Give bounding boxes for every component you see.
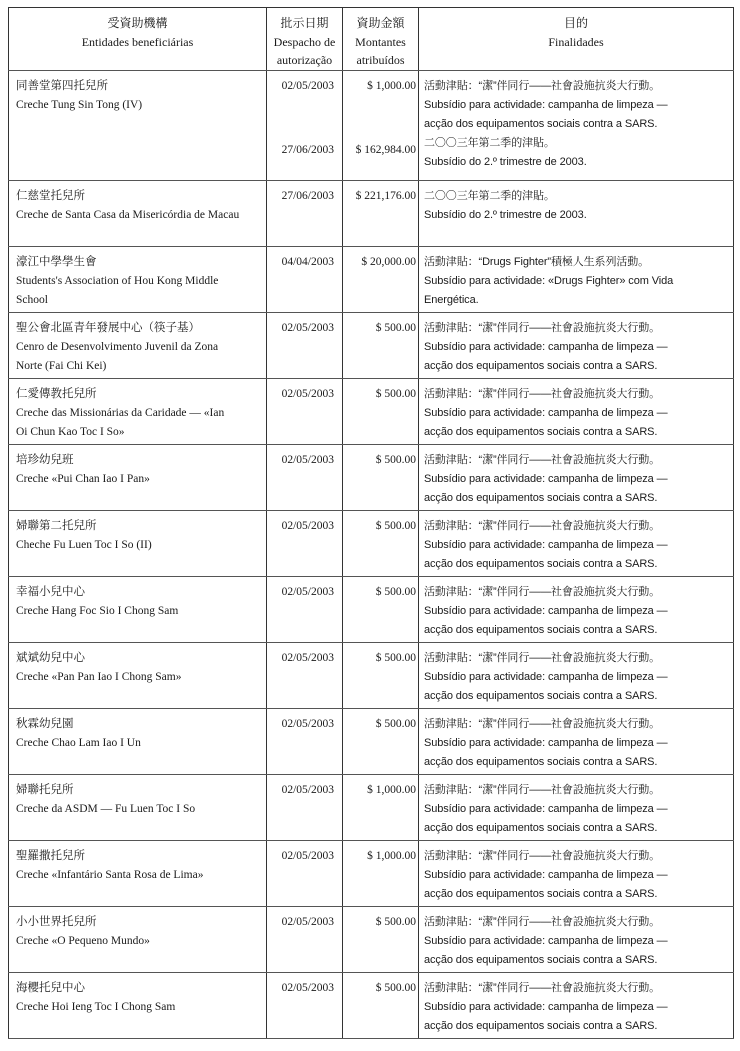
entity-cell: [9, 71, 267, 181]
amount-cell: [343, 841, 419, 907]
grant-date: 27/06/2003: [281, 190, 334, 202]
grant-amount: $ 500.00: [375, 718, 416, 730]
grant-purpose-line: acção dos equipamentos sociais contra a SARS.: [424, 492, 658, 504]
spacer: [343, 96, 416, 115]
date-cell: [267, 247, 343, 313]
grant-purpose-line: Subsídio para actividade: campanha de limpeza —: [424, 407, 668, 419]
entity-cell: [9, 973, 267, 1039]
table-row: [9, 313, 734, 379]
amount-cell: [343, 577, 419, 643]
entity-name-zh: 斌斌幼兒中心: [16, 652, 85, 664]
purpose-cell: [419, 379, 734, 445]
entity-name-pt: Creche Chao Lam Iao I Un: [16, 737, 141, 749]
table-row: [9, 379, 734, 445]
table-row: [9, 247, 734, 313]
date-cell: [267, 643, 343, 709]
entity-name-zh: 秋霖幼兒園: [16, 718, 74, 730]
grant-purpose-line: 活動津貼：“潔”伴同行——社會設施抗炎大行動。: [424, 982, 661, 994]
grant-purpose-line: Subsídio para actividade: campanha de limpeza —: [424, 605, 668, 617]
entity-name-pt: Students's Association of Hou Kong Middle: [16, 275, 219, 287]
entity-name-pt: Creche «Pui Chan Iao I Pan»: [16, 473, 150, 485]
grant-purpose-line: Subsídio para actividade: campanha de limpeza —: [424, 935, 668, 947]
amount-cell: [343, 643, 419, 709]
grant-date: 02/05/2003: [281, 652, 334, 664]
entity-name-zh: 海櫻托兒中心: [16, 982, 85, 994]
grant-purpose-line: 活動津貼：“潔”伴同行——社會設施抗炎大行動。: [424, 916, 661, 928]
entity-name-pt: Creche Tung Sin Tong (IV): [16, 99, 143, 111]
grant-date: 02/05/2003: [281, 850, 334, 862]
grant-purpose-line: acção dos equipamentos sociais contra a SARS.: [424, 954, 658, 966]
header-date-zh: 批示日期: [280, 16, 329, 30]
grant-date: 02/05/2003: [281, 454, 334, 466]
grant-purpose-line: acção dos equipamentos sociais contra a SARS.: [424, 888, 658, 900]
entity-name-zh: 婦聯托兒所: [16, 784, 74, 796]
grant-amount: $ 500.00: [375, 982, 416, 994]
entity-name-zh: 同善堂第四托兒所: [16, 80, 108, 92]
grant-purpose-line: acção dos equipamentos sociais contra a SARS.: [424, 756, 658, 768]
entity-name-zh: 幸福小兒中心: [16, 586, 85, 598]
table-row: [9, 181, 734, 247]
date-cell: [267, 973, 343, 1039]
grant-date: 02/05/2003: [281, 322, 334, 334]
entity-cell: [9, 709, 267, 775]
grant-purpose-line: acção dos equipamentos sociais contra a SARS.: [424, 426, 658, 438]
entity-name-zh: 培珍幼兒班: [16, 454, 74, 466]
entity-name-zh: 仁愛傳教托兒所: [16, 388, 97, 400]
purpose-cell: [419, 775, 734, 841]
entity-name-pt: Oi Chun Kao Toc I So»: [16, 426, 125, 438]
purpose-cell: [419, 577, 734, 643]
grant-purpose-line: Subsídio para actividade: campanha de limpeza —: [424, 671, 668, 683]
grant-date: 02/05/2003: [281, 718, 334, 730]
spacer: [343, 115, 416, 141]
grant-amount: $ 20,000.00: [361, 256, 416, 268]
entity-cell: [9, 247, 267, 313]
entity-cell: [9, 379, 267, 445]
entity-name-zh: 聖羅撒托兒所: [16, 850, 85, 862]
entity-name-pt: Norte (Fai Chi Kei): [16, 360, 107, 372]
table-row: [9, 511, 734, 577]
spacer: [267, 96, 334, 115]
table-row: [9, 775, 734, 841]
amount-cell: [343, 181, 419, 247]
amount-cell: [343, 973, 419, 1039]
entity-name-pt: Creche das Missionárias da Caridade — «Ian: [16, 407, 225, 419]
grant-purpose-line: Subsídio para actividade: campanha de limpeza —: [424, 737, 668, 749]
date-cell: [267, 841, 343, 907]
amount-cell: [343, 511, 419, 577]
table-body: [9, 71, 734, 1039]
entity-name-zh: 小小世界托兒所: [16, 916, 97, 928]
header-amount-zh: 資助金額: [356, 16, 405, 30]
purpose-cell: [419, 247, 734, 313]
grant-purpose-line: 二〇〇三年第二季的津貼。: [424, 190, 555, 202]
date-cell: [267, 313, 343, 379]
date-cell: [267, 907, 343, 973]
header-entity: [9, 8, 267, 71]
grant-purpose-line: 活動津貼：“Drugs Fighter”積極人生系列活動。: [424, 256, 650, 268]
amount-cell: [343, 313, 419, 379]
grant-purpose-line: acção dos equipamentos sociais contra a SARS.: [424, 822, 658, 834]
amount-cell: [343, 379, 419, 445]
grant-date: 04/04/2003: [281, 256, 334, 268]
entity-cell: [9, 907, 267, 973]
grant-purpose-line: Subsídio para actividade: campanha de limpeza —: [424, 1001, 668, 1013]
grant-purpose-line: Subsídio para actividade: campanha de limpeza —: [424, 473, 668, 485]
grant-date: 02/05/2003: [281, 916, 334, 928]
grant-purpose-line: 活動津貼：“潔”伴同行——社會設施抗炎大行動。: [424, 718, 661, 730]
amount-cell: [343, 709, 419, 775]
entity-name-pt: Creche «Infantário Santa Rosa de Lima»: [16, 869, 204, 881]
entity-name-pt: Creche da ASDM — Fu Luen Toc I So: [16, 803, 196, 815]
grants-table: [8, 7, 734, 1039]
header-purpose-pt: Finalidades: [548, 34, 604, 49]
entity-name-zh: 婦聯第二托兒所: [16, 520, 97, 532]
entity-cell: [9, 841, 267, 907]
purpose-cell: [419, 71, 734, 181]
table-row: [9, 973, 734, 1039]
date-cell: [267, 445, 343, 511]
header-row: [9, 8, 734, 71]
entity-cell: [9, 577, 267, 643]
entity-name-pt: School: [16, 294, 48, 306]
date-cell: [267, 775, 343, 841]
grant-purpose-line: 活動津貼：“潔”伴同行——社會設施抗炎大行動。: [424, 586, 661, 598]
amount-cell: [343, 247, 419, 313]
amount-cell: [343, 907, 419, 973]
grant-amount: $ 1,000.00: [367, 850, 416, 862]
grant-date: 02/05/2003: [281, 520, 334, 532]
grant-date: 02/05/2003: [281, 784, 334, 796]
grant-purpose-line: Subsídio para actividade: campanha de limpeza —: [424, 869, 668, 881]
grant-purpose-line: Subsídio para actividade: campanha de limpeza —: [424, 99, 668, 111]
grant-purpose-line: acção dos equipamentos sociais contra a SARS.: [424, 360, 658, 372]
grant-amount: $ 1,000.00: [367, 80, 416, 92]
header-amount: [343, 8, 419, 71]
header-date-pt2: autorização: [276, 53, 333, 67]
entity-name-zh: 仁慈堂托兒所: [16, 190, 85, 202]
entity-cell: [9, 313, 267, 379]
header-amount-pt2: atribuídos: [356, 53, 405, 67]
header-purpose-zh: 目的: [563, 16, 588, 30]
entity-name-pt: Creche de Santa Casa da Misericórdia de Macau: [16, 209, 240, 221]
entity-name-pt: Creche Hoi Ieng Toc I Chong Sam: [16, 1001, 176, 1013]
grant-purpose-line: 活動津貼：“潔”伴同行——社會設施抗炎大行動。: [424, 454, 661, 466]
purpose-cell: [419, 511, 734, 577]
date-cell: [267, 511, 343, 577]
grant-amount: $ 1,000.00: [367, 784, 416, 796]
entity-name-zh: 濠江中學學生會: [16, 256, 97, 268]
header-entity-pt: Entidades beneficiárias: [81, 34, 194, 49]
header-amount-pt1: Montantes: [355, 34, 406, 49]
grant-purpose-line: acção dos equipamentos sociais contra a SARS.: [424, 1020, 658, 1032]
grant-date: 02/05/2003: [281, 586, 334, 598]
header-purpose: [419, 8, 734, 71]
grant-amount: $ 500.00: [375, 454, 416, 466]
grant-amount: $ 221,176.00: [355, 190, 416, 202]
grant-purpose-line: Subsídio para actividade: campanha de limpeza —: [424, 803, 668, 815]
amount-cell: [343, 775, 419, 841]
table-row: [9, 71, 734, 181]
grant-purpose-line: acção dos equipamentos sociais contra a SARS.: [424, 118, 658, 130]
grant-purpose-line: acção dos equipamentos sociais contra a SARS.: [424, 624, 658, 636]
grant-purpose-line: 活動津貼：“潔”伴同行——社會設施抗炎大行動。: [424, 322, 661, 334]
grant-amount: $ 500.00: [375, 916, 416, 928]
date-cell: [267, 71, 343, 181]
grant-purpose-line: Subsídio para actividade: «Drugs Fighter» com Vida: [424, 275, 674, 287]
entity-name-pt: Creche «Pan Pan Iao I Chong Sam»: [16, 671, 182, 683]
grant-amount: $ 500.00: [375, 652, 416, 664]
entity-name-pt: Creche Hang Foc Sio I Chong Sam: [16, 605, 179, 617]
date-cell: [267, 709, 343, 775]
grant-amount: $ 500.00: [375, 322, 416, 334]
grant-date: 02/05/2003: [281, 80, 334, 92]
grant-purpose-line: 活動津貼：“潔”伴同行——社會設施抗炎大行動。: [424, 784, 661, 796]
purpose-cell: [419, 445, 734, 511]
header-entity-zh: 受資助機構: [107, 16, 168, 30]
table-row: [9, 709, 734, 775]
grant-date: 02/05/2003: [281, 982, 334, 994]
table-row: [9, 577, 734, 643]
grant-purpose-line: 二〇〇三年第二季的津貼。: [424, 137, 555, 149]
grant-purpose-line: acção dos equipamentos sociais contra a SARS.: [424, 558, 658, 570]
entity-name-zh: 聖公會北區青年發展中心（筷子基）: [16, 322, 200, 334]
grant-purpose-line: Subsídio do 2.º trimestre de 2003.: [424, 156, 587, 168]
entity-name-pt: Creche «O Pequeno Mundo»: [16, 935, 150, 947]
entity-cell: [9, 445, 267, 511]
grant-purpose-line: 活動津貼：“潔”伴同行——社會設施抗炎大行動。: [424, 388, 661, 400]
header-date: [267, 8, 343, 71]
purpose-cell: [419, 709, 734, 775]
table-row: [9, 643, 734, 709]
purpose-cell: [419, 973, 734, 1039]
date-cell: [267, 379, 343, 445]
grant-purpose-line: Subsídio do 2.º trimestre de 2003.: [424, 209, 587, 221]
amount-cell: [343, 71, 419, 181]
date-cell: [267, 181, 343, 247]
grant-amount: $ 500.00: [375, 586, 416, 598]
table-row: [9, 841, 734, 907]
entity-name-pt: Cheche Fu Luen Toc I So (II): [16, 539, 152, 551]
entity-cell: [9, 511, 267, 577]
grant-amount: $ 500.00: [375, 388, 416, 400]
entity-cell: [9, 643, 267, 709]
purpose-cell: [419, 313, 734, 379]
header-date-pt1: Despacho de: [273, 34, 336, 49]
table-row: [9, 907, 734, 973]
purpose-cell: [419, 181, 734, 247]
grant-purpose-line: 活動津貼：“潔”伴同行——社會設施抗炎大行動。: [424, 80, 661, 92]
spacer: [267, 115, 334, 141]
purpose-cell: [419, 907, 734, 973]
grant-purpose-line: Subsídio para actividade: campanha de limpeza —: [424, 341, 668, 353]
date-cell: [267, 577, 343, 643]
entity-cell: [9, 775, 267, 841]
grant-amount: $ 500.00: [375, 520, 416, 532]
grant-purpose-line: acção dos equipamentos sociais contra a SARS.: [424, 690, 658, 702]
grant-purpose-line: 活動津貼：“潔”伴同行——社會設施抗炎大行動。: [424, 652, 661, 664]
amount-cell: [343, 445, 419, 511]
table-row: [9, 445, 734, 511]
entity-cell: [9, 181, 267, 247]
grant-date: 02/05/2003: [281, 388, 334, 400]
grant-purpose-line: 活動津貼：“潔”伴同行——社會設施抗炎大行動。: [424, 520, 661, 532]
grant-purpose-line: Subsídio para actividade: campanha de limpeza —: [424, 539, 668, 551]
grant-date: 27/06/2003: [281, 144, 334, 156]
grant-purpose-line: Energética.: [424, 294, 479, 306]
grant-purpose-line: 活動津貼：“潔”伴同行——社會設施抗炎大行動。: [424, 850, 661, 862]
entity-name-pt: Cenro de Desenvolvimento Juvenil da Zona: [16, 341, 219, 353]
purpose-cell: [419, 643, 734, 709]
purpose-cell: [419, 841, 734, 907]
grant-amount: $ 162,984.00: [355, 144, 416, 156]
